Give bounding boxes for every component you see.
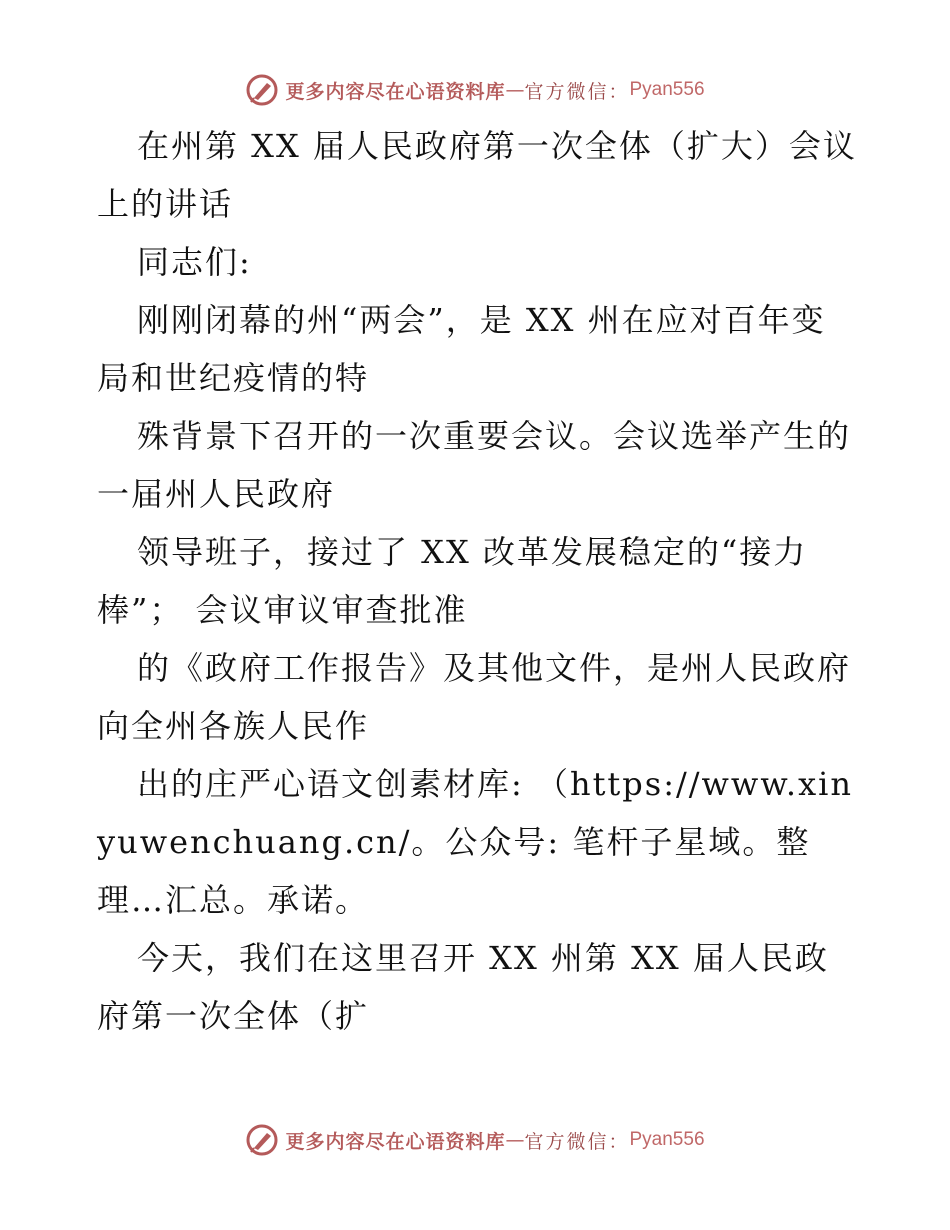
footer-watermark <box>0 1120 950 1160</box>
quill-pen-logo-icon <box>245 73 279 107</box>
paragraph: 出的庄严心语文创素材库: （https://www.xinyuwenchuang.cn/。公众号: 笔杆子星域。整理…汇总。承诺。 <box>97 765 853 919</box>
paragraph: 的《政府工作报告》及其他文件，是州人民政府向全州各族人民作 <box>97 649 852 745</box>
watermark-wechat-id: Pyan556 <box>629 1129 705 1150</box>
salutation: 同志们: <box>137 243 252 281</box>
watermark-brand-text: 更多内容尽在心语资料库 <box>285 1130 506 1153</box>
watermark-dash: — <box>505 1129 525 1151</box>
watermark-official-label: 官方微信： <box>524 1130 630 1153</box>
paragraph: 领导班子，接过了 XX 改革发展稳定的“接力棒”； 会议审议审查批准 <box>97 533 808 629</box>
watermark-brand-text: 更多内容尽在心语资料库 <box>285 80 506 103</box>
document-body <box>97 117 857 1045</box>
header-watermark <box>0 70 950 110</box>
paragraph: 殊背景下召开的一次重要会议。会议选举产生的一届州人民政府 <box>97 417 852 513</box>
watermark-official-label: 官方微信： <box>524 80 630 103</box>
watermark-dash: — <box>505 79 525 101</box>
quill-pen-logo-icon <box>245 1123 279 1157</box>
paragraph: 今天，我们在这里召开 XX 州第 XX 届人民政府第一次全体（扩 <box>97 939 829 1035</box>
document-title: 在州第 XX 届人民政府第一次全体（扩大）会议上的讲话 <box>97 127 857 223</box>
watermark-wechat-id: Pyan556 <box>629 79 705 100</box>
paragraph: 刚刚闭幕的州“两会”，是 XX 州在应对百年变局和世纪疫情的特 <box>97 301 826 397</box>
